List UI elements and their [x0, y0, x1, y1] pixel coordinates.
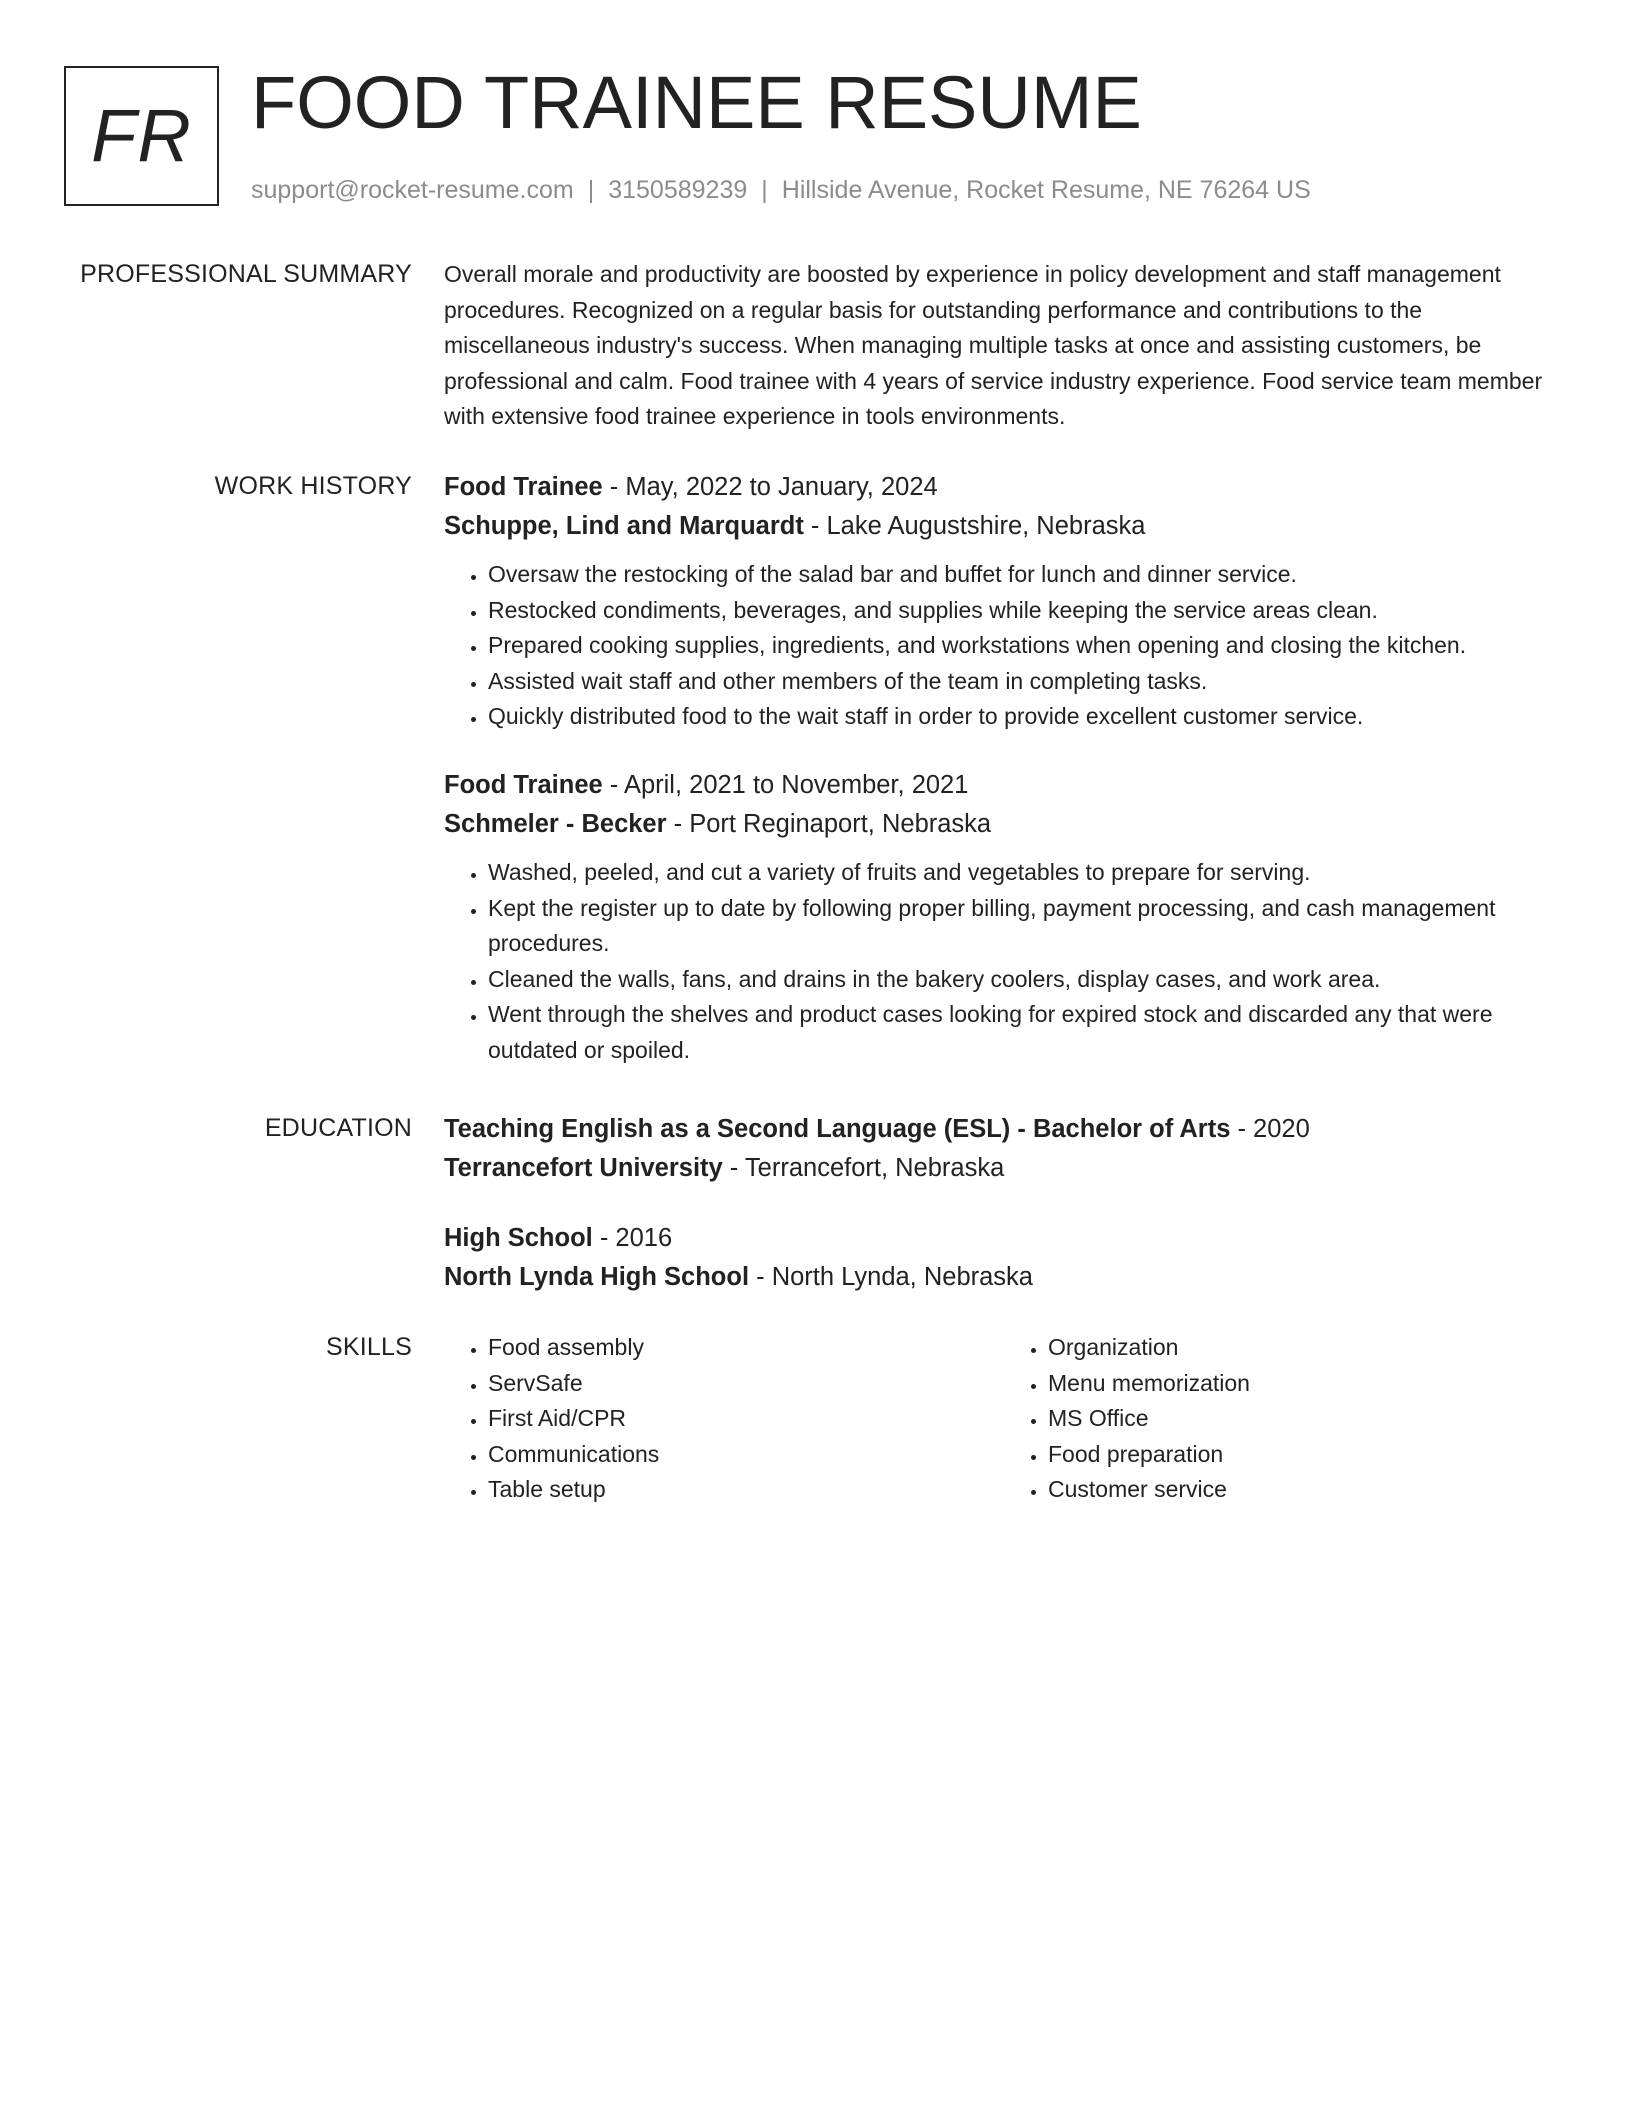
- job-entry: [444, 766, 1564, 1069]
- job-company-line: [444, 805, 1564, 844]
- skills-body: [444, 1330, 1564, 1508]
- skills-list-right: [1004, 1330, 1564, 1508]
- section-heading-skills: SKILLS: [326, 1333, 412, 1361]
- list-item: • Prepared cooking supplies, ingredients, and workstations when opening and closing the kitchen.: [488, 628, 1564, 664]
- list-item: • Menu memorization: [1048, 1366, 1564, 1402]
- list-item: • Customer service: [1048, 1472, 1564, 1508]
- resume-title: FOOD TRAINEE RESUME: [251, 61, 1142, 144]
- job-duties-list: [444, 855, 1564, 1069]
- list-item: • Cleaned the walls, fans, and drains in the bakery coolers, display cases, and work area.: [488, 962, 1564, 998]
- job-location: - Lake Augustshire, Nebraska: [803, 512, 1146, 540]
- list-item: • MS Office: [1048, 1401, 1564, 1437]
- job-dates: - May, 2022 to January, 2024: [602, 473, 938, 501]
- skills-columns: [444, 1330, 1564, 1508]
- school-line: [444, 1149, 1564, 1188]
- contact-email: support@rocket-resume.com: [251, 176, 574, 204]
- school-location: - Terrancefort, Nebraska: [722, 1154, 1005, 1182]
- list-item: • First Aid/CPR: [488, 1401, 1004, 1437]
- summary-body: [444, 257, 1564, 435]
- list-item: • Restocked condiments, beverages, and supplies while keeping the service areas clean.: [488, 593, 1564, 629]
- section-heading-education: EDUCATION: [264, 1114, 412, 1142]
- degree-line: [444, 1110, 1564, 1149]
- list-item: • Food preparation: [1048, 1437, 1564, 1473]
- contact-phone: 3150589239: [608, 176, 748, 204]
- contact-separator: |: [761, 176, 768, 204]
- job-company-line: [444, 507, 1564, 546]
- list-item: • Table setup: [488, 1472, 1004, 1508]
- job-dates: - April, 2021 to November, 2021: [602, 770, 969, 799]
- education-entry: [444, 1110, 1564, 1188]
- list-item: • Assisted wait staff and other members of the team in completing tasks.: [488, 664, 1564, 700]
- section-heading-work-history: WORK HISTORY: [214, 472, 412, 500]
- job-title: Food Trainee: [444, 473, 603, 501]
- job-title-line: [444, 766, 1564, 805]
- list-item: • Kept the register up to date by following proper billing, payment processing, and cash management procedures.: [488, 891, 1564, 962]
- school-name: Terrancefort University: [444, 1154, 723, 1182]
- list-item: • Went through the shelves and product cases looking for expired stock and discarded any that were outdated or spoiled.: [488, 997, 1564, 1068]
- list-item: • Washed, peeled, and cut a variety of fruits and vegetables to prepare for serving.: [488, 855, 1564, 891]
- school-location: - North Lynda, Nebraska: [749, 1263, 1033, 1291]
- summary-text: Overall morale and productivity are boosted by experience in policy development and staff management procedures. Recognized on a regular basis for outstanding performance and contributions to the miscellaneous industry's success. When managing multiple tasks at once and assisting customers, be professional and calm. Food trainee with 4 years of service industry experience. Food service team member with extensive food trainee experience in tools environments.: [444, 261, 1543, 430]
- school-line: [444, 1258, 1564, 1297]
- list-item: • Food assembly: [488, 1330, 1004, 1366]
- job-location: - Port Reginaport, Nebraska: [666, 809, 992, 838]
- list-item: • Oversaw the restocking of the salad bar and buffet for lunch and dinner service.: [488, 557, 1564, 593]
- list-item: • Organization: [1048, 1330, 1564, 1366]
- work-history-body: [444, 468, 1564, 1069]
- monogram-initials: FR: [91, 94, 192, 177]
- monogram-badge: [64, 66, 219, 206]
- contact-address: Hillside Avenue, Rocket Resume, NE 76264 US: [781, 176, 1311, 204]
- job-title-line: [444, 468, 1564, 507]
- degree-name: Teaching English as a Second Language (ESL) - Bachelor of Arts: [444, 1115, 1231, 1143]
- skills-list-left: [444, 1330, 1004, 1508]
- degree-line: [444, 1219, 1564, 1258]
- job-company: Schmeler - Becker: [444, 809, 667, 838]
- contact-line: [251, 174, 1311, 206]
- list-item: • ServSafe: [488, 1366, 1004, 1402]
- school-name: North Lynda High School: [444, 1263, 750, 1291]
- section-heading-summary: PROFESSIONAL SUMMARY: [80, 260, 412, 288]
- job-company: Schuppe, Lind and Marquardt: [444, 512, 804, 540]
- list-item: • Quickly distributed food to the wait staff in order to provide excellent customer service.: [488, 699, 1564, 735]
- degree-year: - 2020: [1230, 1115, 1310, 1143]
- contact-separator: |: [587, 176, 595, 204]
- education-body: [444, 1110, 1564, 1297]
- degree-year: - 2016: [592, 1224, 673, 1252]
- list-item: • Communications: [488, 1437, 1004, 1473]
- job-duties-list: [444, 557, 1564, 735]
- degree-name: High School: [444, 1224, 593, 1252]
- education-entry: [444, 1219, 1564, 1297]
- job-entry: [444, 468, 1564, 735]
- job-title: Food Trainee: [444, 770, 603, 799]
